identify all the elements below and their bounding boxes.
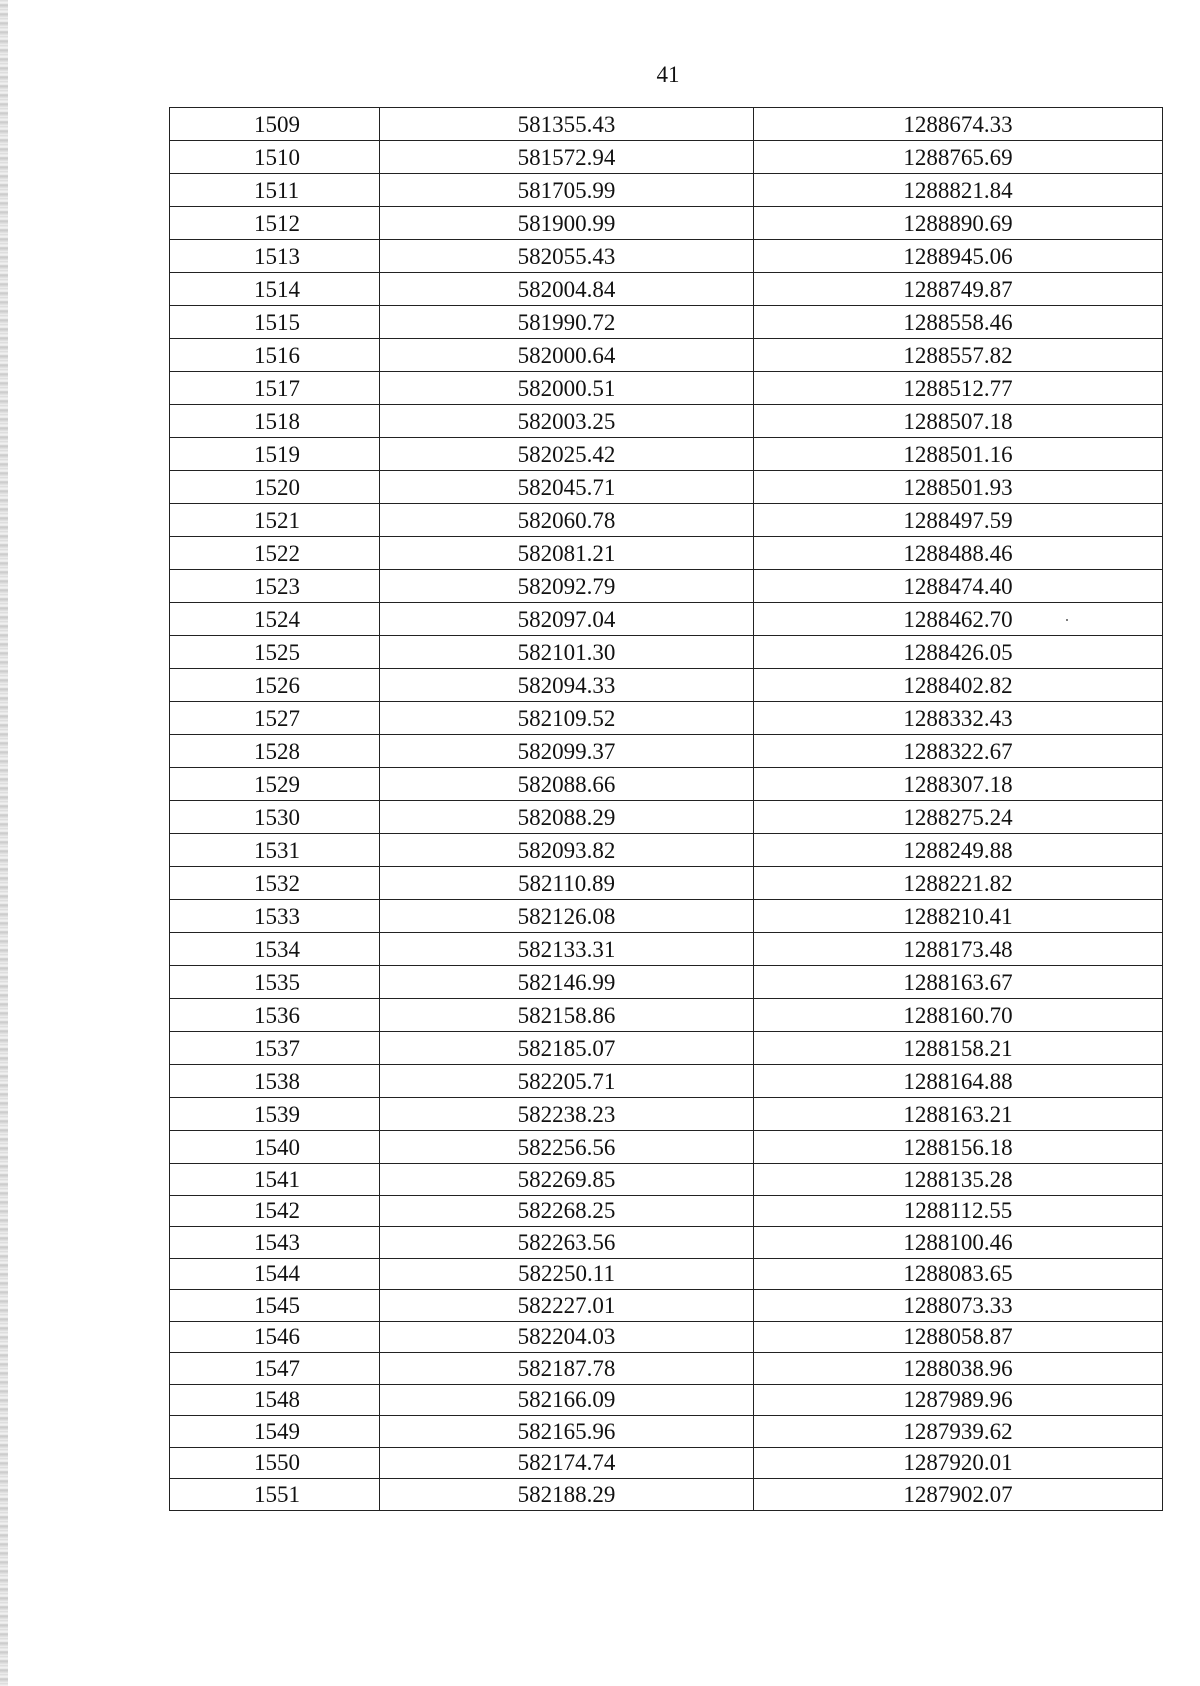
table-row xyxy=(170,1321,1163,1353)
y-coordinate-cell: 1288474.40 xyxy=(754,570,1163,603)
table-row xyxy=(170,339,1163,372)
table-row xyxy=(170,372,1163,405)
y-coordinate-cell: 1288100.46 xyxy=(754,1227,1163,1259)
table-row xyxy=(170,504,1163,537)
y-coordinate-cell: 1288058.87 xyxy=(754,1321,1163,1353)
y-coordinate-cell: 1288332.43 xyxy=(754,702,1163,735)
x-coordinate-cell: 582004.84 xyxy=(380,273,754,306)
x-coordinate-cell: 582092.79 xyxy=(380,570,754,603)
point-id-cell: 1523 xyxy=(170,570,380,603)
y-coordinate-cell: 1287920.01 xyxy=(754,1447,1163,1479)
x-coordinate-cell: 582088.66 xyxy=(380,768,754,801)
y-coordinate-cell: 1288156.18 xyxy=(754,1131,1163,1164)
point-id-cell: 1521 xyxy=(170,504,380,537)
point-id-cell: 1519 xyxy=(170,438,380,471)
point-id-cell: 1516 xyxy=(170,339,380,372)
x-coordinate-cell: 582099.37 xyxy=(380,735,754,768)
y-coordinate-cell: 1288210.41 xyxy=(754,900,1163,933)
point-id-cell: 1527 xyxy=(170,702,380,735)
point-id-cell: 1546 xyxy=(170,1321,380,1353)
y-coordinate-cell: 1288488.46 xyxy=(754,537,1163,570)
x-coordinate-cell: 582188.29 xyxy=(380,1479,754,1511)
x-coordinate-cell: 582238.23 xyxy=(380,1098,754,1131)
y-coordinate-cell: 1288821.84 xyxy=(754,174,1163,207)
scan-speck xyxy=(1066,619,1068,621)
x-coordinate-cell: 581572.94 xyxy=(380,141,754,174)
y-coordinate-cell: 1288249.88 xyxy=(754,834,1163,867)
point-id-cell: 1517 xyxy=(170,372,380,405)
point-id-cell: 1533 xyxy=(170,900,380,933)
x-coordinate-cell: 582110.89 xyxy=(380,867,754,900)
point-id-cell: 1548 xyxy=(170,1384,380,1416)
x-coordinate-cell: 581355.43 xyxy=(380,108,754,141)
table-row xyxy=(170,141,1163,174)
table-row xyxy=(170,570,1163,603)
x-coordinate-cell: 582003.25 xyxy=(380,405,754,438)
x-coordinate-cell: 582101.30 xyxy=(380,636,754,669)
table-row xyxy=(170,834,1163,867)
table-row xyxy=(170,867,1163,900)
table-row xyxy=(170,768,1163,801)
point-id-cell: 1541 xyxy=(170,1164,380,1196)
y-coordinate-cell: 1288275.24 xyxy=(754,801,1163,834)
x-coordinate-cell: 581900.99 xyxy=(380,207,754,240)
point-id-cell: 1537 xyxy=(170,1032,380,1065)
point-id-cell: 1522 xyxy=(170,537,380,570)
y-coordinate-cell: 1288135.28 xyxy=(754,1164,1163,1196)
y-coordinate-cell: 1288501.16 xyxy=(754,438,1163,471)
point-id-cell: 1530 xyxy=(170,801,380,834)
x-coordinate-cell: 582205.71 xyxy=(380,1065,754,1098)
point-id-cell: 1536 xyxy=(170,999,380,1032)
table-row xyxy=(170,1384,1163,1416)
x-coordinate-cell: 582088.29 xyxy=(380,801,754,834)
table-row xyxy=(170,438,1163,471)
table-row xyxy=(170,1479,1163,1511)
y-coordinate-cell: 1288322.67 xyxy=(754,735,1163,768)
point-id-cell: 1551 xyxy=(170,1479,380,1511)
y-coordinate-cell: 1288164.88 xyxy=(754,1065,1163,1098)
coordinates-table xyxy=(169,107,1163,1511)
point-id-cell: 1543 xyxy=(170,1227,380,1259)
point-id-cell: 1509 xyxy=(170,108,380,141)
point-id-cell: 1520 xyxy=(170,471,380,504)
y-coordinate-cell: 1288112.55 xyxy=(754,1195,1163,1227)
x-coordinate-cell: 581705.99 xyxy=(380,174,754,207)
point-id-cell: 1550 xyxy=(170,1447,380,1479)
table-row xyxy=(170,966,1163,999)
x-coordinate-cell: 582256.56 xyxy=(380,1131,754,1164)
table-row xyxy=(170,1164,1163,1196)
point-id-cell: 1535 xyxy=(170,966,380,999)
table-row xyxy=(170,240,1163,273)
y-coordinate-cell: 1288038.96 xyxy=(754,1353,1163,1385)
table-row xyxy=(170,207,1163,240)
x-coordinate-cell: 582094.33 xyxy=(380,669,754,702)
x-coordinate-cell: 582133.31 xyxy=(380,933,754,966)
y-coordinate-cell: 1287939.62 xyxy=(754,1416,1163,1448)
x-coordinate-cell: 582227.01 xyxy=(380,1290,754,1322)
y-coordinate-cell: 1288173.48 xyxy=(754,933,1163,966)
x-coordinate-cell: 581990.72 xyxy=(380,306,754,339)
point-id-cell: 1511 xyxy=(170,174,380,207)
table-row xyxy=(170,1065,1163,1098)
point-id-cell: 1524 xyxy=(170,603,380,636)
table-row xyxy=(170,735,1163,768)
y-coordinate-cell: 1288426.05 xyxy=(754,636,1163,669)
x-coordinate-cell: 582000.51 xyxy=(380,372,754,405)
point-id-cell: 1549 xyxy=(170,1416,380,1448)
table-row xyxy=(170,702,1163,735)
point-id-cell: 1532 xyxy=(170,867,380,900)
table-row xyxy=(170,1416,1163,1448)
point-id-cell: 1518 xyxy=(170,405,380,438)
x-coordinate-cell: 582126.08 xyxy=(380,900,754,933)
x-coordinate-cell: 582185.07 xyxy=(380,1032,754,1065)
y-coordinate-cell: 1288221.82 xyxy=(754,867,1163,900)
x-coordinate-cell: 582081.21 xyxy=(380,537,754,570)
x-coordinate-cell: 582109.52 xyxy=(380,702,754,735)
table-row xyxy=(170,933,1163,966)
table-row xyxy=(170,603,1163,636)
point-id-cell: 1538 xyxy=(170,1065,380,1098)
table-row xyxy=(170,1258,1163,1290)
scan-edge-artifact xyxy=(0,0,8,1686)
table-row xyxy=(170,1290,1163,1322)
y-coordinate-cell: 1288674.33 xyxy=(754,108,1163,141)
point-id-cell: 1540 xyxy=(170,1131,380,1164)
y-coordinate-cell: 1287902.07 xyxy=(754,1479,1163,1511)
y-coordinate-cell: 1288163.67 xyxy=(754,966,1163,999)
point-id-cell: 1531 xyxy=(170,834,380,867)
point-id-cell: 1528 xyxy=(170,735,380,768)
table-row xyxy=(170,1032,1163,1065)
table-row xyxy=(170,108,1163,141)
y-coordinate-cell: 1288462.70 xyxy=(754,603,1163,636)
x-coordinate-cell: 582093.82 xyxy=(380,834,754,867)
point-id-cell: 1513 xyxy=(170,240,380,273)
x-coordinate-cell: 582060.78 xyxy=(380,504,754,537)
page-number: 41 xyxy=(656,62,680,87)
table-row xyxy=(170,306,1163,339)
table-row xyxy=(170,1353,1163,1385)
y-coordinate-cell: 1287989.96 xyxy=(754,1384,1163,1416)
y-coordinate-cell: 1288945.06 xyxy=(754,240,1163,273)
point-id-cell: 1539 xyxy=(170,1098,380,1131)
y-coordinate-cell: 1288890.69 xyxy=(754,207,1163,240)
point-id-cell: 1529 xyxy=(170,768,380,801)
y-coordinate-cell: 1288501.93 xyxy=(754,471,1163,504)
point-id-cell: 1542 xyxy=(170,1195,380,1227)
x-coordinate-cell: 582158.86 xyxy=(380,999,754,1032)
table-row xyxy=(170,1195,1163,1227)
y-coordinate-cell: 1288765.69 xyxy=(754,141,1163,174)
table-row xyxy=(170,1447,1163,1479)
x-coordinate-cell: 582263.56 xyxy=(380,1227,754,1259)
x-coordinate-cell: 582174.74 xyxy=(380,1447,754,1479)
table-row xyxy=(170,900,1163,933)
y-coordinate-cell: 1288749.87 xyxy=(754,273,1163,306)
table-row xyxy=(170,471,1163,504)
table-row xyxy=(170,273,1163,306)
x-coordinate-cell: 582165.96 xyxy=(380,1416,754,1448)
y-coordinate-cell: 1288497.59 xyxy=(754,504,1163,537)
point-id-cell: 1514 xyxy=(170,273,380,306)
point-id-cell: 1512 xyxy=(170,207,380,240)
x-coordinate-cell: 582045.71 xyxy=(380,471,754,504)
x-coordinate-cell: 582187.78 xyxy=(380,1353,754,1385)
x-coordinate-cell: 582268.25 xyxy=(380,1195,754,1227)
y-coordinate-cell: 1288083.65 xyxy=(754,1258,1163,1290)
y-coordinate-cell: 1288402.82 xyxy=(754,669,1163,702)
y-coordinate-cell: 1288558.46 xyxy=(754,306,1163,339)
table-row xyxy=(170,801,1163,834)
point-id-cell: 1534 xyxy=(170,933,380,966)
table-row xyxy=(170,1131,1163,1164)
y-coordinate-cell: 1288163.21 xyxy=(754,1098,1163,1131)
table-row xyxy=(170,669,1163,702)
table-row xyxy=(170,999,1163,1032)
table-row xyxy=(170,405,1163,438)
table-row xyxy=(170,1098,1163,1131)
x-coordinate-cell: 582250.11 xyxy=(380,1258,754,1290)
y-coordinate-cell: 1288307.18 xyxy=(754,768,1163,801)
table-row xyxy=(170,537,1163,570)
y-coordinate-cell: 1288557.82 xyxy=(754,339,1163,372)
table-row xyxy=(170,1227,1163,1259)
point-id-cell: 1525 xyxy=(170,636,380,669)
x-coordinate-cell: 582146.99 xyxy=(380,966,754,999)
y-coordinate-cell: 1288512.77 xyxy=(754,372,1163,405)
y-coordinate-cell: 1288158.21 xyxy=(754,1032,1163,1065)
y-coordinate-cell: 1288507.18 xyxy=(754,405,1163,438)
y-coordinate-cell: 1288073.33 xyxy=(754,1290,1163,1322)
point-id-cell: 1515 xyxy=(170,306,380,339)
x-coordinate-cell: 582055.43 xyxy=(380,240,754,273)
y-coordinate-cell: 1288160.70 xyxy=(754,999,1163,1032)
point-id-cell: 1547 xyxy=(170,1353,380,1385)
table-row xyxy=(170,174,1163,207)
x-coordinate-cell: 582204.03 xyxy=(380,1321,754,1353)
table-row xyxy=(170,636,1163,669)
coordinates-table-body xyxy=(170,108,1163,1511)
x-coordinate-cell: 582025.42 xyxy=(380,438,754,471)
point-id-cell: 1526 xyxy=(170,669,380,702)
point-id-cell: 1510 xyxy=(170,141,380,174)
x-coordinate-cell: 582269.85 xyxy=(380,1164,754,1196)
point-id-cell: 1544 xyxy=(170,1258,380,1290)
point-id-cell: 1545 xyxy=(170,1290,380,1322)
x-coordinate-cell: 582000.64 xyxy=(380,339,754,372)
x-coordinate-cell: 582166.09 xyxy=(380,1384,754,1416)
x-coordinate-cell: 582097.04 xyxy=(380,603,754,636)
